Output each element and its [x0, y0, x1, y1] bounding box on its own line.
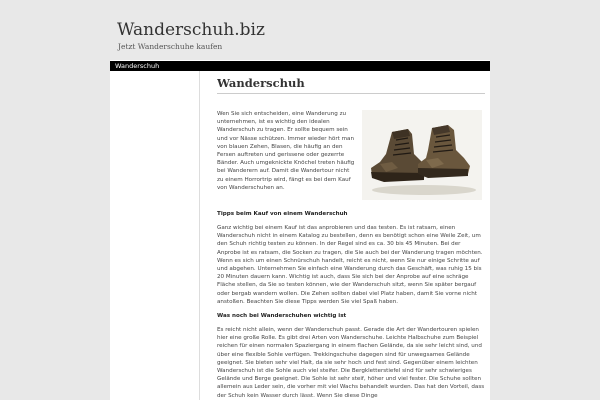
main-navigation — [110, 61, 490, 71]
page-container — [110, 10, 490, 400]
section-heading-tipps: Tipps beim Kauf von einem Wanderschuh — [217, 211, 348, 217]
site-title[interactable]: Wanderschuh.biz — [117, 20, 265, 40]
section-paragraph-tipps: Ganz wichtig bei einem Kauf ist das anprobieren und das testen. Es ist ratsam, einen Wanderschuh nicht in einem Katalog zu bestellen, denn es benötigt schon eine Weile Zeit, um den Schuh richtig testen zu können. In der Regel sind es ca. 30 bis 45 Minuten. Bei der Anprobe ist es ratsam, die Socken zu tragen, die Sie auch bei der Wanderung tragen möchten. Wenn es sich um einen Schnürschuh handelt, reicht es nicht, wenn Sie nur einige Schritte auf und abgehen. Unternehmen Sie einfach eine Wanderung durch das Geschäft, was ruhig 15 bis 20 Minuten dauern kann. Wichtig ist auch, dass Sie sich bei der Anprobe auf eine schräge Fläche stellen, da Sie so testen können, wie der Wanderschuh sitzt, wenn Sie später bergauf oder bergab wandern wollen. Die Zehen sollten dabei viel Platz haben, damit Sie vorne nicht anstoßen. Beachten Sie diese Tipps werden Sie viel Spaß haben. — [217, 225, 483, 305]
hiking-boots-image — [362, 110, 482, 200]
hiking-boots-icon — [362, 110, 482, 200]
article-intro — [217, 110, 485, 206]
section-paragraph-wichtig: Es reicht nicht allein, wenn der Wanderschuh passt. Gerade die Art der Wandertouren spielen hier eine große Rolle. Es gibt drei Arten von Wanderschuhe. Leichte Halbschuhe zum Beispiel reichen für einen normalen Spaziergang in einem flachen Gelände, da sie sehr leicht sind, und über eine flexible Sohle verfügen. Trekkingschuhe dagegen sind für unwegsames Gelände geeignet. Sie bieten sehr viel Halt, da sie sehr hoch und fest sind. Gegenüber einem leichten Wanderschuh ist die Sohle auch viel steifer. Die Bergkletterstiefel sind für sehr schwieriges Gelände und Berge geeignet. Die Sohle ist sehr steif, höher und viel fester. Die Schuhe sollten allemein aus Leder sein, die vorher mit viel Wachs behandelt wurden. Das hat den Vorteil, dass der Schuh kein Wasser durch lässt. Wenn Sie diese Dinge — [217, 327, 485, 399]
site-tagline: Jetzt Wanderschuhe kaufen — [118, 42, 223, 51]
nav-item-wanderschuh[interactable]: Wanderschuh — [115, 62, 160, 70]
main-content — [217, 76, 485, 400]
intro-paragraph: Wen Sie sich entscheiden, eine Wanderung zu unternehmen, ist es wichtig den idealen Wanderschuh zu tragen. Er sollte bequem sein und vor Nässe schützen. Immer wieder hört man von blauen Zehen, Blasen, die häufig an den Fersen auftreten und gerissene oder gezerrte Bänder. Auch umgeknickte Knöchel treten häufig bei Wanderern auf. Damit die Wandertour nicht zu einem Horrortrip wird, fängt es bei dem Kauf von Wanderschuhen an. — [217, 111, 355, 191]
sidebar — [110, 71, 200, 400]
section-heading-wichtig: Was noch bei Wanderschuhen wichtig ist — [217, 313, 347, 320]
article-title: Wanderschuh — [217, 76, 485, 94]
site-header — [110, 10, 490, 60]
